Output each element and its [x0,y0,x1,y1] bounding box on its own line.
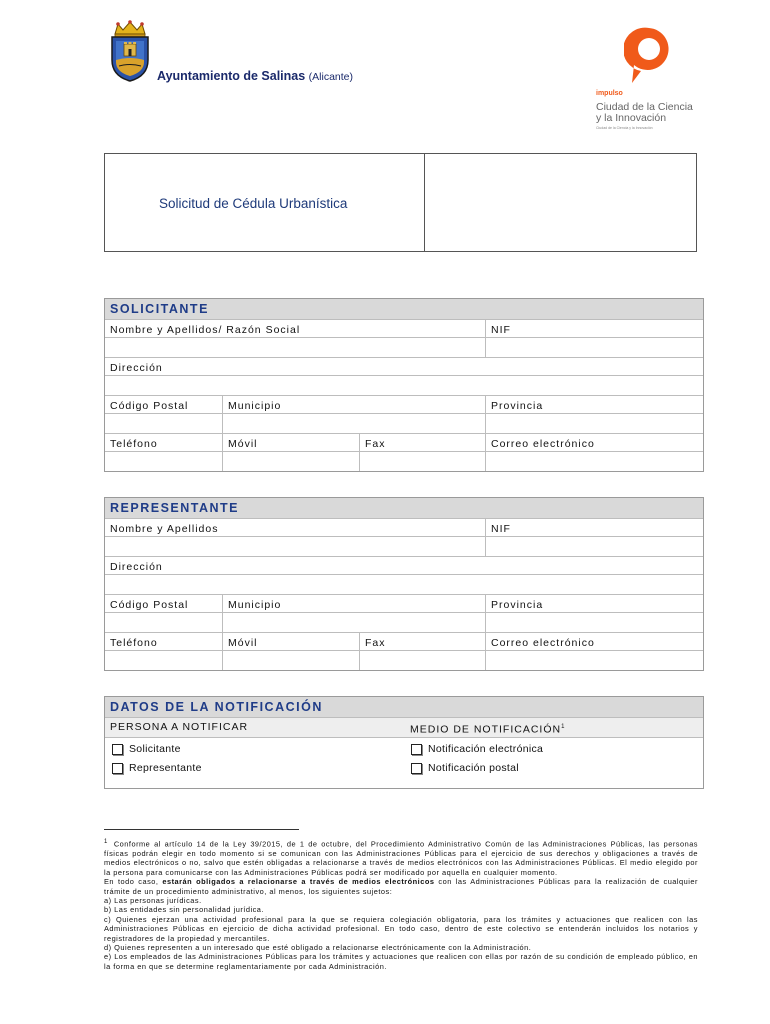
checkbox-icon[interactable] [411,744,422,755]
footnote-divider [104,829,299,830]
name-field[interactable] [105,537,485,556]
checkbox-icon[interactable] [112,763,123,774]
postal-code-label: Código Postal [110,400,189,412]
option-notificacion-electronica[interactable] [411,743,543,755]
form-input-row [105,575,703,595]
nif-field[interactable] [485,338,703,357]
solicitante-heading: SOLICITANTE [105,299,703,320]
form-label-row [105,595,703,613]
movil-label: Móvil [228,438,258,450]
medio-label: MEDIO DE NOTIFICACIÓN [410,723,562,736]
fax-label: Fax [365,438,386,450]
footnote-bold-text: estarán obligados a relacionarse a través de medios electrónicos [162,877,435,887]
telefono-label: Teléfono [110,438,158,450]
name-label: Nombre y Apellidos/ Razón Social [110,324,301,336]
movil-label: Móvil [228,637,258,649]
footnote-paragraph [104,877,698,896]
footnote [104,838,698,971]
address-field[interactable] [105,575,703,594]
notificacion-heading: DATOS DE LA NOTIFICACIÓN [105,697,703,717]
form-input-row [105,414,703,434]
checkbox-icon[interactable] [112,744,123,755]
option-label: Notificación electrónica [428,743,544,755]
footnote-item-b: b) Las entidades sin personalidad jurídica. [104,905,264,915]
title-box-divider [424,154,425,251]
email-field[interactable] [485,651,703,670]
representante-heading: REPRESENTANTE [105,498,703,519]
coat-of-arms-icon [109,20,151,82]
address-label: Dirección [110,362,163,374]
email-label: Correo electrónico [491,438,595,450]
provincia-label: Provincia [491,599,544,611]
fax-label: Fax [365,637,386,649]
address-field[interactable] [105,376,703,395]
footnote-item-c: c) Quienes ejerzan una actividad profesional para la que se requiera colegiación obligatoria, para los trámites y actuaciones que realicen con las Administraciones Públicas en ejercicio de dicha actividad profesional. En todo caso, dentro de este colectivo se entenderán incluidos los notarios y registradores de la propiedad y mercantiles. [104,914,698,943]
provincia-field[interactable] [485,613,703,632]
medio-label-wrap [410,718,565,740]
postal-code-field[interactable] [105,414,222,433]
form-input-row [105,651,703,670]
footnote-text: con las Administraciones Públicas para la realización de cualquier trámite de un procedimiento administrativo, al menos, los siguientes sujetos: [104,877,698,896]
footnote-text: En todo caso, [104,877,159,887]
name-field[interactable] [105,338,485,357]
partner-tagline: Ciudad de la Ciencia y la Innovación [596,126,653,130]
municipio-label: Municipio [228,400,282,412]
provincia-field[interactable] [485,414,703,433]
footnote-text: Conforme al artículo 14 de la Ley 39/2015, de 1 de octubre, del Procedimiento Administrativo Común de las Administraciones Públicas, las personas físicas podrán elegir en todo momento si se comunican con las Administraciones Públicas para el ejercicio de sus derechos y obligaciones a través de medios electrónicos o no, salvo que estén obligadas a relacionarse a través de medios electrónicos con las Administraciones Públicas. El medio elegido por la persona para comunicarse con las Administraciones Públicas podrá ser modificado por aquella en cualquier momento. [104,839,698,877]
option-label: Representante [129,762,202,774]
partner-name [596,102,693,131]
organization-region: (Alicante) [308,71,354,83]
movil-field[interactable] [222,651,359,670]
partner-line-1: Ciudad de la Ciencia [596,101,693,113]
municipio-label: Municipio [228,599,282,611]
representante-section [104,497,704,671]
form-label-row [105,519,703,537]
provincia-label: Provincia [491,400,544,412]
title-box [104,153,697,252]
option-representante[interactable] [112,762,202,774]
fax-field[interactable] [359,452,485,471]
email-field[interactable] [485,452,703,471]
form-input-row [105,613,703,633]
nif-label: NIF [491,324,511,336]
checkbox-icon[interactable] [411,763,422,774]
notificacion-section [104,696,704,789]
footnote-item-e: e) Los empleados de las Administraciones Públicas para los trámites y actuaciones que realicen con ellas por razón de su condición de empleado público, en la forma en que se determine reglamentariamente por cada Administración. [104,952,698,971]
nif-label: NIF [491,523,511,535]
footnote-ref: 1 [561,724,566,730]
form-input-row [105,452,703,471]
form-input-row [105,338,703,358]
footnote-number: 1 [104,839,108,845]
telefono-field[interactable] [105,452,222,471]
organization-title: Ayuntamiento de Salinas [157,69,306,83]
option-solicitante[interactable] [112,743,181,755]
form-label-row [105,358,703,376]
telefono-field[interactable] [105,651,222,670]
footnote-item-a: a) Las personas jurídicas. [104,895,202,905]
telefono-label: Teléfono [110,637,158,649]
fax-field[interactable] [359,651,485,670]
option-label: Notificación postal [428,762,519,774]
persona-label: PERSONA A NOTIFICAR [110,721,249,733]
postal-code-label: Código Postal [110,599,189,611]
address-label: Dirección [110,561,163,573]
organization-name [157,69,353,83]
nif-field[interactable] [485,537,703,556]
partner-word: impulso [596,90,623,97]
partner-line-2: y la Innovación [596,112,667,124]
footnote-item-d: d) Quienes representen a un interesado que esté obligado a relacionarse electrónicamente con la Administración. [104,942,532,952]
impulso-logo-icon [624,24,674,86]
postal-code-field[interactable] [105,613,222,632]
option-label: Solicitante [129,743,181,755]
solicitante-section [104,298,704,472]
form-label-row [105,396,703,414]
form-label-row [105,633,703,651]
footnote-paragraph [104,838,698,877]
form-label-row [105,557,703,575]
notificacion-subheader [105,717,703,738]
option-notificacion-postal[interactable] [411,762,519,774]
form-input-row [105,537,703,557]
name-label: Nombre y Apellidos [110,523,219,535]
movil-field[interactable] [222,452,359,471]
page-title: Solicitud de Cédula Urbanística [159,196,348,211]
municipio-field[interactable] [222,613,485,632]
municipio-field[interactable] [222,414,485,433]
form-label-row [105,434,703,452]
form-input-row [105,376,703,396]
email-label: Correo electrónico [491,637,595,649]
form-label-row [105,320,703,338]
